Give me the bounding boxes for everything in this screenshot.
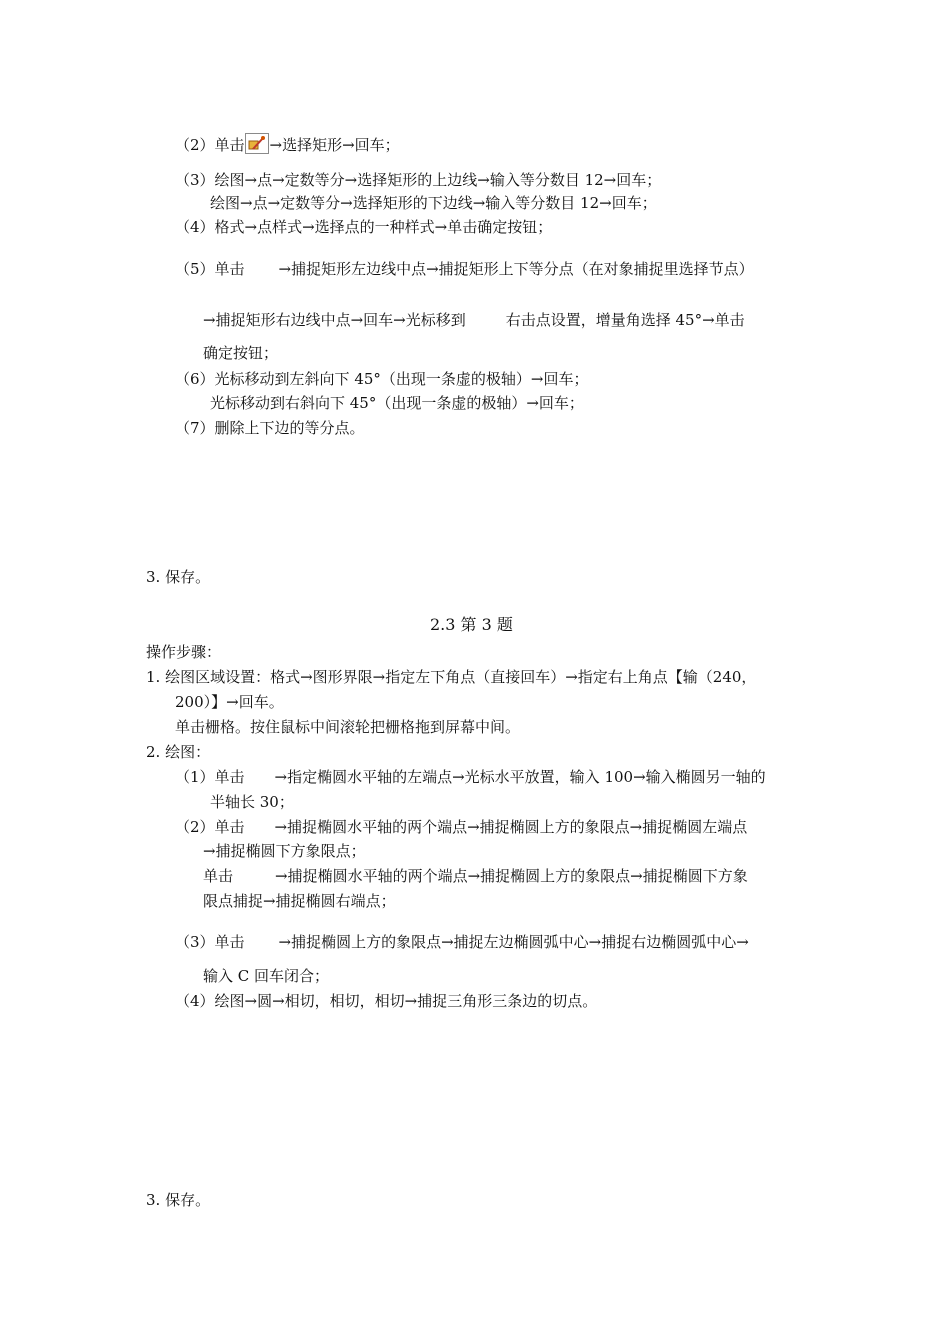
setup-line-3: 单击栅格。按住鼠标中间滚轮把栅格拖到屏幕中间。 [175,718,521,736]
rectangle-tool-icon [245,133,269,154]
step-5-line-2-suffix: 右击点设置，增量角选择 45°→单击 [505,311,745,329]
step-6-line-2: 光标移动到右斜向下 45°（出现一条虚的极轴）→回车； [210,394,584,412]
setup-line-2: 200）】→回车。 [175,693,284,711]
step-6-line-1: （6）光标移动到左斜向下 45°（出现一条虚的极轴）→回车； [175,370,589,388]
draw-step-1-suffix: →指定椭圆水平轴的左端点→光标水平放置，输入 100→输入椭圆另一轴的 [274,768,766,786]
draw-step-2b-prefix: 单击 [203,867,234,885]
step-5-prefix: （5）单击 [175,260,245,278]
step-3-line-1: （3）绘图→点→定数等分→选择矩形的上边线→输入等分数目 12→回车； [175,171,662,189]
draw-step-1-line-1 [175,767,766,787]
draw-step-2-line-1 [175,817,747,837]
drawing-label: 2. 绘图： [146,743,211,761]
step-5-suffix: →捕捉矩形左边线中点→捕捉矩形上下等分点（在对象捕捉里选择节点） [278,260,754,278]
step-3-line-2: 绘图→点→定数等分→选择矩形的下边线→输入等分数目 12→回车； [210,194,657,212]
step-2-prefix: （2）单击 [175,136,245,154]
step-7-line: （7）删除上下边的等分点。 [175,419,365,437]
step-2-line [175,133,400,155]
draw-step-2-line-2: →捕捉椭圆下方象限点； [203,842,366,860]
draw-step-2-prefix: （2）单击 [175,818,245,836]
step-5-line-1 [175,259,754,279]
save-step-2: 3. 保存。 [146,1191,211,1209]
draw-step-3-line-2: 输入 C 回车闭合； [203,967,330,985]
draw-step-2b-suffix: →捕捉椭圆水平轴的两个端点→捕捉椭圆上方的象限点→捕捉椭圆下方象 [275,867,748,885]
section-title: 2.3 第 3 题 [430,615,513,634]
save-step-1: 3. 保存。 [146,568,211,586]
draw-step-3-suffix: →捕捉椭圆上方的象限点→捕捉左边椭圆弧中心→捕捉右边椭圆弧中心→ [278,933,749,951]
step-5-line-2-prefix: →捕捉矩形右边线中点→回车→光标移到 [203,311,466,329]
draw-step-1-line-2: 半轴长 30； [210,793,294,811]
draw-step-3-prefix: （3）单击 [175,933,245,951]
step-5-line-2 [203,310,745,330]
draw-step-2-suffix: →捕捉椭圆水平轴的两个端点→捕捉椭圆上方的象限点→捕捉椭圆左端点 [274,818,748,836]
draw-step-2-line-4: 限点捕捉→捕捉椭圆右端点； [203,892,396,910]
setup-line-1: 1. 绘图区域设置：格式→图形界限→指定左下角点（直接回车）→指定右上角点【输（240， [146,668,757,686]
draw-step-1-prefix: （1）单击 [175,768,245,786]
step-2-suffix: →选择矩形→回车； [269,136,400,154]
draw-step-3-line-1 [175,932,749,952]
step-5-line-3: 确定按钮； [203,344,279,362]
draw-step-4-line: （4）绘图→圆→相切，相切，相切→捕捉三角形三条边的切点。 [175,992,598,1010]
step-4-line: （4）格式→点样式→选择点的一种样式→单击确定按钮； [175,218,553,236]
draw-step-2-line-3 [203,866,748,886]
operation-steps-label: 操作步骤： [146,643,222,661]
